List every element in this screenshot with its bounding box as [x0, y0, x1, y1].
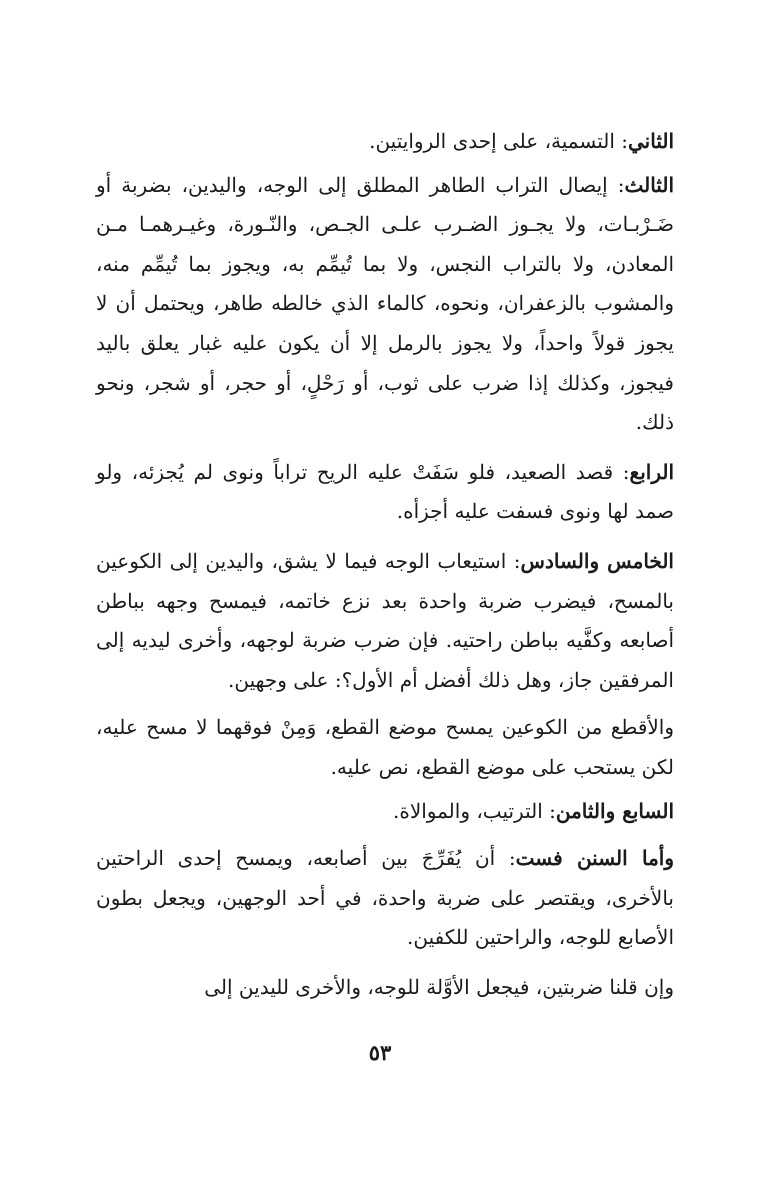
paragraph-text: وإن قلنا ضربتين، فيجعل الأوَّلة للوجه، والأخرى لليدين إلى [204, 974, 674, 999]
paragraph-amputee [96, 708, 674, 787]
paragraph-lead: الخامس والسادس [520, 548, 674, 573]
paragraph-text: : التسمية، على إحدى الروايتين. [369, 129, 628, 153]
paragraph-text: : الترتيب، والموالاة. [392, 798, 556, 823]
paragraph-third [96, 166, 674, 443]
page-number: ٥٣ [368, 1040, 392, 1065]
paragraph-text: : أن يُفَرِّجَ بين أصابعه، ويمسح إحدى الراحتين بالأخرى، ويقتصر على ضربة واحدة، في أحد الوجهين، ويجعل بطون الأصابع للوجه، والراحتين للكفين. [96, 846, 674, 950]
paragraph-sunan [96, 839, 674, 958]
paragraph-text: : استيعاب الوجه فيما لا يشق، واليدين إلى الكوعين بالمسح، فيضرب ضربة واحدة بعد نزع خاتمه، فيمسح وجهه بباطن أصابعه وكفَّيه بباطن راحتيه. فإن ضرب ضربة لوجهه، وأخرى ليديه إلى المرفقين جاز، وهل ذلك أفضل أم الأول؟: على وجهين. [96, 548, 674, 692]
page-body [96, 122, 674, 1007]
paragraph-lead: الثاني [627, 129, 674, 153]
paragraph-lead: السابع والثامن [555, 798, 674, 823]
paragraph-seventh-eighth [96, 792, 674, 832]
paragraph-two-strikes [96, 968, 674, 1008]
paragraph-text: : قصد الصعيد، فلو سَفَتْ عليه الريح تراباً ونوى لم يُجزئه، ولو صمد لها ونوى فسفت عليه أجزأه. [96, 459, 674, 524]
paragraph-lead: الرابع [629, 459, 674, 484]
paragraph-fifth-sixth [96, 542, 674, 700]
paragraph-second [96, 122, 674, 162]
paragraph-lead: وأما السنن فست [515, 846, 674, 871]
paragraph-lead: الثالث [624, 172, 674, 197]
paragraph-fourth [96, 453, 674, 532]
paragraph-text: : إيصال التراب الطاهر المطلق إلى الوجه، واليدين، بضربة أو ضَـرْبـات، ولا يجـوز الضـرب علـى الجـص، والنّـورة، وغيـرهمـا مـن المعادن، ولا بالتراب النجس، ولا بما تُيمِّم به، ويجوز بما تُيمِّم منه، والمشوب بالزعفران، ونحوه، كالماء الذي خالطه طاهر، ويحتمل أن لا يجوز قولاً واحداً، ولا يجوز بالرمل إلا أن يكون عليه غبار يعلق باليد فيجوز، وكذلك إذا ضرب على ثوب، أو رَحْلٍ، أو حجر، أو شجر، ونحو ذلك. [96, 172, 674, 435]
paragraph-text: والأقطع من الكوعين يمسح موضع القطع، وَمِنْ فوقهما لا مسح عليه، لكن يستحب على موضع القطع، نص عليه. [96, 715, 674, 779]
